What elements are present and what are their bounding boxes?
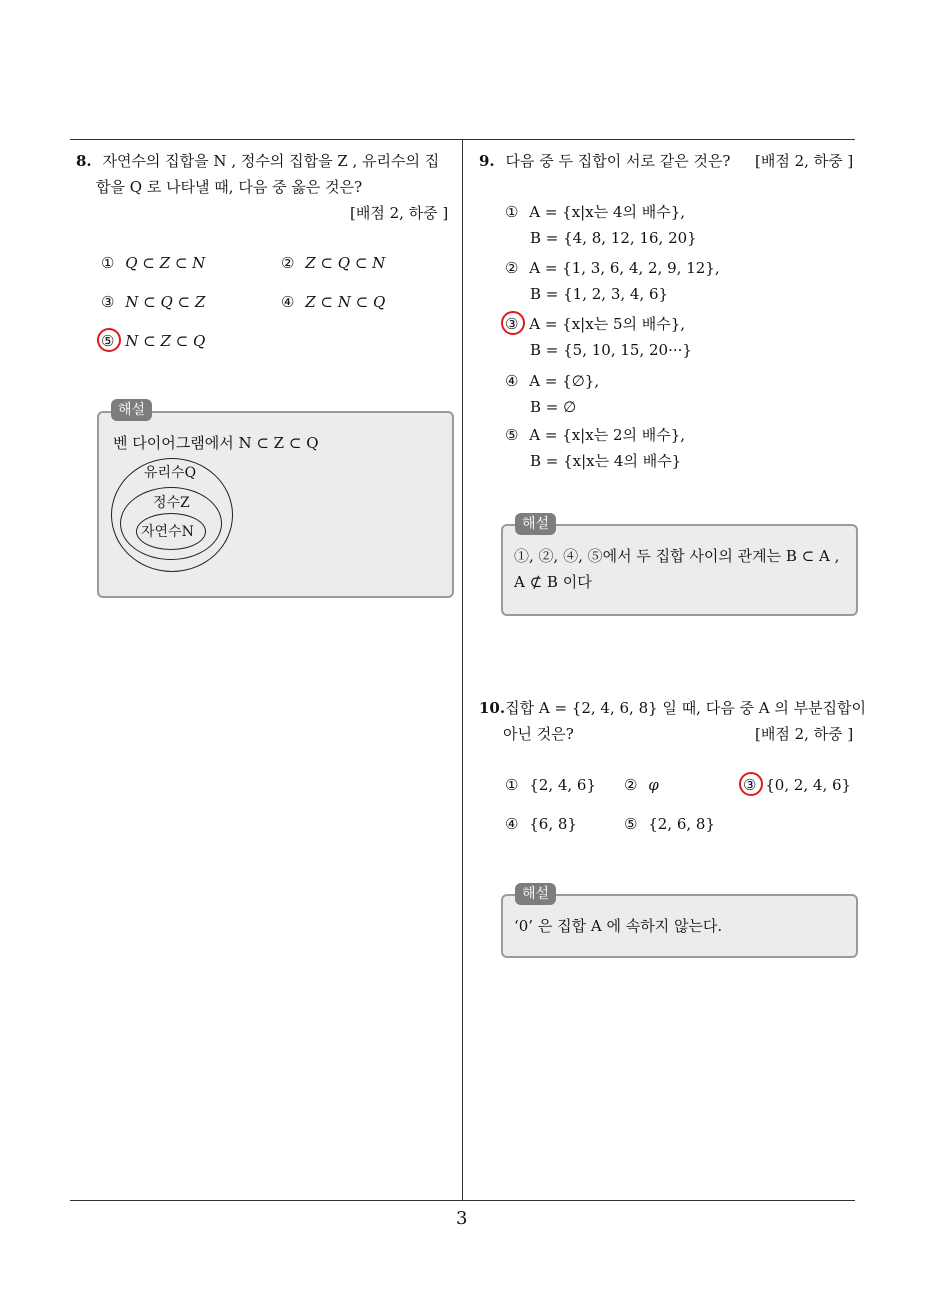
q9-explanation-line2: A ⊄ B 이다 <box>514 573 592 591</box>
q10-option-5-mark: ⑤ <box>624 815 638 833</box>
q9-option-4-mark: ④ <box>505 372 519 390</box>
venn-inner-label: 자연수N <box>141 524 194 540</box>
q10-option-1[interactable] <box>505 775 596 795</box>
q8-option-2-mark: ② <box>281 254 295 272</box>
q9-option-1-mark: ① <box>505 203 519 221</box>
q8-line2: 합을 Q 로 나타낼 때, 다음 중 옳은 것은? <box>96 178 363 196</box>
q9-option-2-a-row <box>505 258 720 278</box>
q8-option-2-text: Z ⊂ Q ⊂ N <box>305 254 386 272</box>
q9-option-3-a: A = {x|x는 5의 배수}, <box>529 315 686 333</box>
q10-option-4-mark: ④ <box>505 815 519 833</box>
bottom-rule <box>70 1200 855 1201</box>
q8-score: [배점 2, 하중 ] <box>350 204 449 222</box>
q8-option-5-text: N ⊂ Z ⊂ Q <box>125 332 206 350</box>
q10-option-2[interactable] <box>624 775 659 795</box>
q8-option-4[interactable] <box>281 292 385 312</box>
venn-outer-label: 유리수Q <box>144 465 197 481</box>
q10-explanation-tab: 해설 <box>515 883 556 905</box>
q9-explanation-tab: 해설 <box>515 513 556 535</box>
q9-number: 9. <box>479 152 495 170</box>
q10-line2: 아닌 것은? <box>503 725 574 743</box>
q9-option-4-b: B = ∅ <box>530 398 577 416</box>
q8-option-1[interactable] <box>101 253 205 273</box>
q9-option-5-mark: ⑤ <box>505 426 519 444</box>
q9-option-2-a: A = {1, 3, 6, 4, 2, 9, 12}, <box>529 259 720 277</box>
q9-option-2-b: B = {1, 2, 3, 4, 6} <box>530 285 669 303</box>
q10-option-1-text: {2, 4, 6} <box>529 776 597 794</box>
q9-option-5-a: A = {x|x는 2의 배수}, <box>529 426 686 444</box>
q10-option-3-mark: ③ <box>743 776 757 794</box>
q8-explanation-tab: 해설 <box>111 399 152 421</box>
q10-number: 10. <box>479 699 506 717</box>
q9-option-1-b: B = {4, 8, 12, 16, 20} <box>530 229 697 247</box>
q9-option-5-a-row <box>505 425 685 445</box>
q10-option-1-mark: ① <box>505 776 519 794</box>
q9-answer-circle-icon <box>501 311 525 335</box>
venn-middle-label: 정수Z <box>153 495 190 511</box>
q8-option-1-text: Q ⊂ Z ⊂ N <box>125 254 206 272</box>
q9-option-4-a-row <box>505 371 599 391</box>
column-divider <box>462 139 463 1201</box>
q8-option-5-mark: ⑤ <box>101 332 115 350</box>
q8-answer-circle-icon <box>97 328 121 352</box>
q8-option-3-mark: ③ <box>101 293 115 311</box>
q8-option-3-text: N ⊂ Q ⊂ Z <box>125 293 206 311</box>
q9-option-2-mark: ② <box>505 259 519 277</box>
q10-option-3-text: {0, 2, 4, 6} <box>765 776 852 794</box>
q9-option-3-mark: ③ <box>505 315 519 333</box>
q8-option-4-text: Z ⊂ N ⊂ Q <box>305 293 386 311</box>
q9-option-3-b: B = {5, 10, 15, 20···} <box>530 341 692 359</box>
q10-option-5-text: {2, 6, 8} <box>648 815 716 833</box>
q10-option-2-text: φ <box>648 776 659 794</box>
q8-number: 8. <box>76 152 92 170</box>
q10-explanation-text: ‘0’ 은 집합 A 에 속하지 않는다. <box>514 917 723 935</box>
page-number: 3 <box>456 1208 468 1229</box>
q8-explanation-text: 벤 다이어그램에서 N ⊂ Z ⊂ Q <box>113 434 319 452</box>
q9-option-1-a-row <box>505 202 685 222</box>
q9-option-5-b: B = {x|x는 4의 배수} <box>530 452 682 470</box>
q10-line1: 집합 A = {2, 4, 6, 8} 일 때, 다음 중 A 의 부분집합이 <box>505 699 867 717</box>
q9-option-4-a: A = {∅}, <box>529 372 600 390</box>
q10-option-4-text: {6, 8} <box>529 815 577 833</box>
q8-line1-row <box>76 151 439 171</box>
q10-line1-row <box>479 698 866 718</box>
q8-line1: 자연수의 집합을 N , 정수의 집합을 Z , 유리수의 집 <box>102 152 440 170</box>
q10-option-2-mark: ② <box>624 776 638 794</box>
q9-question: 다음 중 두 집합이 서로 같은 것은? <box>505 152 731 170</box>
q9-score: [배점 2, 하중 ] <box>755 152 854 170</box>
q8-option-3[interactable] <box>101 292 205 312</box>
q8-option-1-mark: ① <box>101 254 115 272</box>
q9-explanation-box <box>501 524 858 616</box>
q10-option-4[interactable] <box>505 814 577 834</box>
q9-option-3-a-row <box>505 314 685 334</box>
q8-option-4-mark: ④ <box>281 293 295 311</box>
q10-option-5[interactable] <box>624 814 715 834</box>
q9-question-row <box>479 151 730 171</box>
q9-explanation-line1: ①, ②, ④, ⑤에서 두 집합 사이의 관계는 B ⊂ A , <box>514 547 840 565</box>
q10-answer-circle-icon <box>739 772 763 796</box>
q9-option-1-a: A = {x|x는 4의 배수}, <box>529 203 686 221</box>
q10-score: [배점 2, 하중 ] <box>755 725 854 743</box>
q8-option-2[interactable] <box>281 253 385 273</box>
